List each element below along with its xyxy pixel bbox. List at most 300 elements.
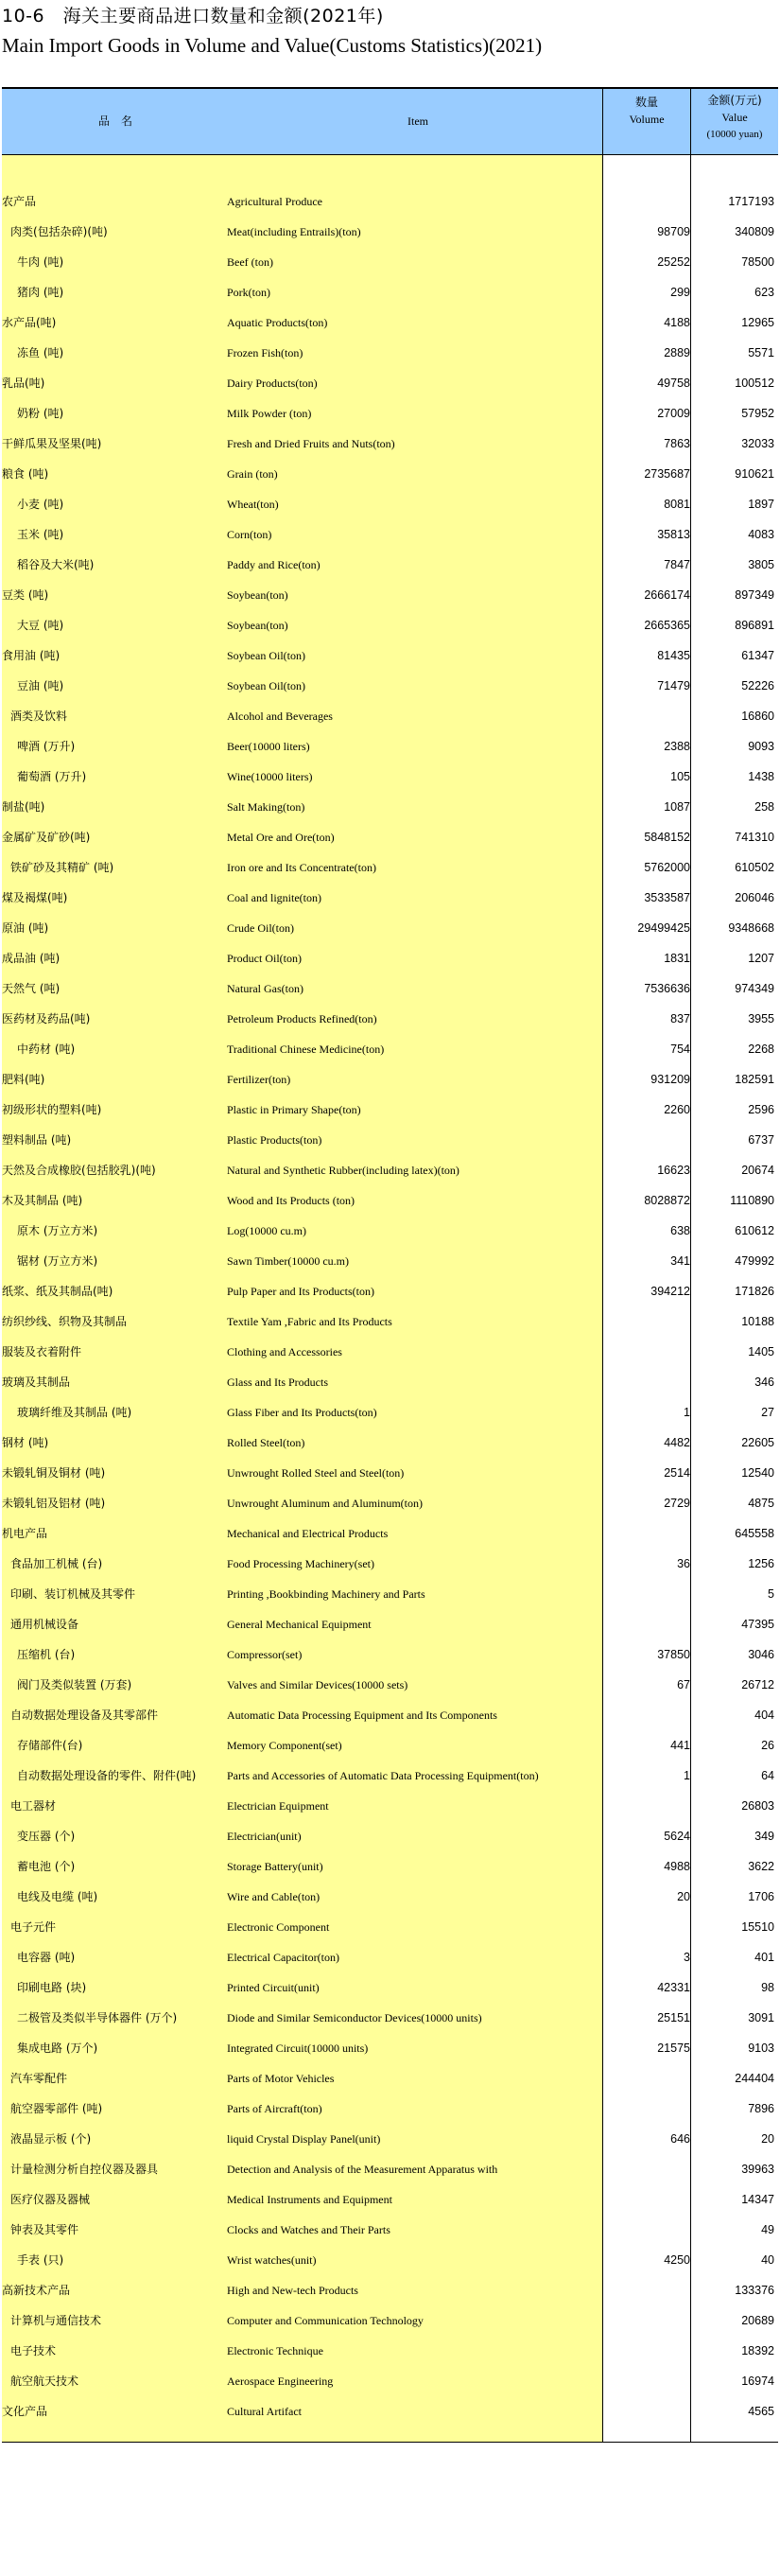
row-item-en: Automatic Data Processing Equipment and Its Components [227,1709,497,1722]
row-volume: 2729 [664,1497,690,1510]
row-value: 26 [761,1739,774,1752]
row-item-en: Beef (ton) [227,255,273,269]
row-volume: 105 [670,770,690,783]
row-name-cn: 煤及褐煤(吨) [2,891,68,904]
row-value: 244404 [735,2072,774,2085]
row-name-cn: 奶粉 (吨) [17,407,64,420]
row-value: 340809 [735,225,774,238]
table-row [2,2094,778,2124]
row-volume [603,1306,690,1337]
row-item-en: Electrician(unit) [227,1830,302,1843]
table-row [2,1609,778,1639]
row-volume: 21575 [657,2042,690,2055]
row-volume: 1087 [664,800,690,814]
table-row [2,1791,778,1821]
row-item-en: Metal Ore and Ore(ton) [227,831,335,844]
row-volume [603,1518,690,1549]
table-row [2,2215,778,2245]
table-row [2,943,778,973]
row-item-en: Wrist watches(unit) [227,2253,317,2267]
row-volume [603,1125,690,1155]
row-name-cn: 玻璃及其制品 [2,1376,71,1389]
row-name-cn: 蓄电池 (个) [17,1860,76,1873]
row-value: 20689 [741,2314,774,2327]
row-value: 6737 [748,1133,774,1147]
table-row [2,398,778,429]
row-item-en: Aerospace Engineering [227,2374,334,2388]
row-volume: 2260 [664,1103,690,1116]
row-item-en: Dairy Products(ton) [227,377,318,390]
row-volume: 646 [670,2132,690,2146]
row-value: 20674 [741,1164,774,1177]
row-name-cn: 医疗仪器及器械 [10,2193,91,2206]
row-item-en: Valves and Similar Devices(10000 sets) [227,1678,408,1691]
row-name-cn: 食用油 (吨) [2,649,61,662]
table-row [2,2124,778,2154]
row-name-cn: 制盐(吨) [2,800,45,814]
row-item-en: Parts of Motor Vehicles [227,2072,335,2085]
row-name-cn: 小麦 (吨) [17,498,64,511]
row-name-cn: 酒类及饮料 [10,710,68,723]
row-value: 52226 [741,679,774,692]
row-volume: 2388 [664,740,690,753]
table-row [2,217,778,247]
table-row [2,1700,778,1730]
row-name-cn: 印刷电路 (块) [17,1981,87,1994]
row-item-en: Mechanical and Electrical Products [227,1527,389,1540]
row-value: 896891 [735,619,774,632]
row-item-en: Soybean(ton) [227,588,288,602]
row-volume: 5762000 [644,861,690,874]
row-volume: 638 [670,1224,690,1237]
table-row [2,1276,778,1306]
row-name-cn: 肥料(吨) [2,1073,45,1086]
row-item-en: Pulp Paper and Its Products(ton) [227,1285,374,1298]
row-value: 171826 [735,1285,774,1298]
row-name-cn: 未锻轧铜及铜材 (吨) [2,1466,106,1480]
table-row [2,2366,778,2396]
row-name-cn: 中药材 (吨) [17,1043,76,1056]
row-name-cn: 机电产品 [2,1527,48,1540]
table-row [2,822,778,852]
table-row [2,1518,778,1549]
table-row [2,368,778,398]
row-value: 4565 [748,2405,774,2418]
row-volume: 36 [677,1557,690,1570]
row-item-en: Wheat(ton) [227,498,279,511]
row-value: 4083 [748,528,774,541]
row-value: 16974 [741,2374,774,2388]
row-volume: 441 [670,1739,690,1752]
table-row [2,1004,778,1034]
table-row [2,1095,778,1125]
row-item-en: Electronic Component [227,1920,330,1934]
row-item-en: Product Oil(ton) [227,952,302,965]
row-name-cn: 钟表及其零件 [10,2223,79,2236]
table-row [2,2396,778,2427]
row-value: 401 [754,1951,774,1964]
row-value: 100512 [735,377,774,390]
row-name-cn: 原油 (吨) [2,921,49,935]
row-value: 349 [754,1830,774,1843]
row-item-en: Agricultural Produce [227,195,322,208]
row-value: 26712 [741,1678,774,1691]
row-item-en: Storage Battery(unit) [227,1860,323,1873]
table-row [2,2336,778,2366]
row-item-en: Plastic in Primary Shape(ton) [227,1103,361,1116]
row-volume: 931209 [650,1073,690,1086]
row-volume [603,1912,690,1942]
row-name-cn: 电子技术 [10,2344,57,2357]
row-volume: 1 [684,1769,690,1782]
row-name-cn: 玉米 (吨) [17,528,64,541]
row-value: 974349 [735,982,774,995]
row-item-en: Frozen Fish(ton) [227,346,303,359]
row-item-en: liquid Crystal Display Panel(unit) [227,2132,381,2146]
row-name-cn: 肉类(包括杂碎)(吨) [10,225,108,238]
row-volume: 5848152 [644,831,690,844]
row-value: 2596 [748,1103,774,1116]
row-value: 78500 [741,255,774,269]
table-row [2,2275,778,2305]
row-volume [603,2396,690,2427]
row-item-en: Log(10000 cu.m) [227,1224,306,1237]
table-row [2,277,778,307]
row-name-cn: 大豆 (吨) [17,619,64,632]
table-row [2,2184,778,2215]
row-value: 18392 [741,2344,774,2357]
table-row [2,1851,778,1882]
row-item-en: Glass Fiber and Its Products(ton) [227,1406,377,1419]
row-item-en: Petroleum Products Refined(ton) [227,1012,377,1025]
table-row [2,2033,778,2063]
row-volume: 37850 [657,1648,690,1661]
row-volume: 2666174 [644,588,690,602]
table-row [2,1125,778,1155]
row-name-cn: 印刷、装订机械及其零件 [10,1587,136,1601]
row-volume: 1 [684,1406,690,1419]
row-name-cn: 航空航天技术 [10,2374,79,2388]
table-row [2,701,778,731]
row-value: 20 [761,2132,774,2146]
row-item-en: High and New-tech Products [227,2284,358,2297]
row-value: 258 [754,800,774,814]
row-volume: 8081 [664,498,690,511]
page-title-en: Main Import Goods in Volume and Value(Customs Statistics)(2021) [2,34,543,57]
row-volume: 5624 [664,1830,690,1843]
row-value: 206046 [735,891,774,904]
row-item-en: Paddy and Rice(ton) [227,558,321,571]
row-value: 910621 [735,467,774,481]
row-name-cn: 服装及衣着附件 [2,1345,82,1358]
row-name-cn: 农产品 [2,195,37,208]
header-value-en: Value [721,111,748,124]
row-value: 9103 [748,2042,774,2055]
row-value: 9093 [748,740,774,753]
row-item-en: Diode and Similar Semiconductor Devices(10000 units) [227,2011,482,2024]
row-value: 39963 [741,2163,774,2176]
row-name-cn: 成品油 (吨) [2,952,61,965]
header-value-cn: 金额(万元) [707,94,762,107]
row-item-en: Grain (ton) [227,467,278,481]
row-name-cn: 干鲜瓜果及坚果(吨) [2,437,102,450]
table-row [2,429,778,459]
row-item-en: Compressor(set) [227,1648,303,1661]
table-row [2,1428,778,1458]
row-name-cn: 葡萄酒 (万升) [17,770,87,783]
row-volume [603,1791,690,1821]
row-value: 610612 [735,1224,774,1237]
table-row [2,338,778,368]
row-volume [603,1367,690,1397]
row-name-cn: 存储部件(台) [17,1739,83,1752]
row-name-cn: 锯材 (万立方米) [17,1254,98,1268]
row-value: 1717193 [728,195,774,208]
row-value: 1438 [748,770,774,783]
table-row [2,852,778,883]
row-volume: 8028872 [644,1194,690,1207]
table-row [2,550,778,580]
row-value: 2268 [748,1043,774,1056]
row-name-cn: 阀门及类似装置 (万套) [17,1678,132,1691]
row-value: 3046 [748,1648,774,1661]
row-name-cn: 铁矿砂及其精矿 (吨) [10,861,114,874]
table-row [2,2305,778,2336]
row-value: 3955 [748,1012,774,1025]
table-row [2,762,778,792]
row-volume: 4188 [664,316,690,329]
row-value: 3622 [748,1860,774,1873]
row-volume: 2514 [664,1466,690,1480]
row-name-cn: 木及其制品 (吨) [2,1194,83,1207]
row-name-cn: 高新技术产品 [2,2284,71,2297]
row-volume: 837 [670,1012,690,1025]
row-volume [603,2094,690,2124]
row-item-en: Soybean Oil(ton) [227,649,305,662]
row-name-cn: 电线及电缆 (吨) [17,1890,98,1903]
row-value: 4875 [748,1497,774,1510]
table-row [2,1972,778,2003]
import-goods-table [2,87,778,2443]
row-name-cn: 变压器 (个) [17,1830,76,1843]
row-name-cn: 水产品(吨) [2,316,57,329]
row-value: 12965 [741,316,774,329]
row-volume: 4988 [664,1860,690,1873]
row-item-en: Parts of Aircraft(ton) [227,2102,322,2115]
row-volume [603,701,690,731]
row-name-cn: 电工器材 [10,1799,57,1813]
row-name-cn: 塑料制品 (吨) [2,1133,72,1147]
row-item-en: Wire and Cable(ton) [227,1890,321,1903]
row-name-cn: 未锻轧铝及铝材 (吨) [2,1497,106,1510]
table-row [2,247,778,277]
row-name-cn: 自动数据处理设备的零件、附件(吨) [17,1769,197,1782]
row-item-en: Pork(ton) [227,286,270,299]
table-row [2,1549,778,1579]
table-row [2,1670,778,1700]
row-volume: 16623 [657,1164,690,1177]
row-item-en: Coal and lignite(ton) [227,891,321,904]
table-header-rule [2,154,778,155]
row-volume: 2889 [664,346,690,359]
table-row [2,459,778,489]
row-name-cn: 豆油 (吨) [17,679,64,692]
row-item-en: Natural Gas(ton) [227,982,303,995]
row-name-cn: 稻谷及大米(吨) [17,558,95,571]
row-item-en: Wood and Its Products (ton) [227,1194,355,1207]
row-value: 14347 [741,2193,774,2206]
row-value: 133376 [735,2284,774,2297]
row-value: 1405 [748,1345,774,1358]
row-value: 7896 [748,2102,774,2115]
row-value: 15510 [741,1920,774,1934]
row-volume: 7847 [664,558,690,571]
row-item-en: Crude Oil(ton) [227,921,294,935]
row-name-cn: 初级形状的塑料(吨) [2,1103,102,1116]
row-name-cn: 啤酒 (万升) [17,740,76,753]
row-item-en: Food Processing Machinery(set) [227,1557,374,1570]
row-name-cn: 粮食 (吨) [2,467,49,481]
row-name-cn: 猪肉 (吨) [17,286,64,299]
row-value: 57952 [741,407,774,420]
row-value: 346 [754,1376,774,1389]
row-item-en: Integrated Circuit(10000 units) [227,2042,369,2055]
row-item-en: Wine(10000 liters) [227,770,313,783]
row-value: 3805 [748,558,774,571]
row-item-en: Memory Component(set) [227,1739,342,1752]
row-item-en: Fresh and Dried Fruits and Nuts(ton) [227,437,395,450]
table-row [2,640,778,671]
header-volume-cn: 数量 [634,96,658,109]
row-value: 1207 [748,952,774,965]
row-volume [603,2063,690,2094]
row-name-cn: 航空器零部件 (吨) [10,2102,103,2115]
row-value: 32033 [741,437,774,450]
row-value: 1897 [748,498,774,511]
row-volume [603,2154,690,2184]
row-volume: 98709 [657,225,690,238]
row-name-cn: 文化产品 [2,2405,48,2418]
table-row [2,913,778,943]
row-item-en: Textile Yam ,Fabric and Its Products [227,1315,392,1328]
row-volume: 1831 [664,952,690,965]
row-value: 10188 [741,1315,774,1328]
row-name-cn: 食品加工机械 (台) [10,1557,103,1570]
table-row [2,1458,778,1488]
row-item-en: Printing ,Bookbinding Machinery and Parts [227,1587,425,1601]
row-value: 645558 [735,1527,774,1540]
row-value: 3091 [748,2011,774,2024]
row-value: 61347 [741,649,774,662]
row-volume: 3533587 [644,891,690,904]
row-item-en: Cultural Artifact [227,2405,302,2418]
row-volume: 27009 [657,407,690,420]
row-volume: 42331 [657,1981,690,1994]
table-row [2,1246,778,1276]
row-value: 49 [761,2223,774,2236]
row-item-en: Fertilizer(ton) [227,1073,291,1086]
table-row [2,1064,778,1095]
table-row [2,1397,778,1428]
table-row [2,792,778,822]
row-name-cn: 医药材及药品(吨) [2,1012,91,1025]
row-volume [603,186,690,217]
page-title-cn: 10-6 海关主要商品进口数量和金额(2021年) [2,6,384,26]
row-volume [603,1337,690,1367]
table-row [2,1579,778,1609]
table-row [2,307,778,338]
row-item-en: Rolled Steel(ton) [227,1436,305,1449]
table-row [2,731,778,762]
row-volume: 81435 [657,649,690,662]
row-item-en: Iron ore and Its Concentrate(ton) [227,861,376,874]
row-item-en: Plastic Products(ton) [227,1133,322,1147]
row-value: 9348668 [728,921,774,935]
row-value: 64 [761,1769,774,1782]
row-volume [603,1609,690,1639]
row-volume: 341 [670,1254,690,1268]
row-item-en: Medical Instruments and Equipment [227,2193,392,2206]
row-name-cn: 玻璃纤维及其制品 (吨) [17,1406,132,1419]
row-item-en: Sawn Timber(10000 cu.m) [227,1254,349,1268]
row-name-cn: 纸浆、纸及其制品(吨) [2,1285,113,1298]
row-volume: 25151 [657,2011,690,2024]
table-row [2,973,778,1004]
header-value-unit: (10000 yuan) [706,129,763,140]
table-row [2,1155,778,1185]
row-name-cn: 压缩机 (台) [17,1648,76,1661]
table-row [2,671,778,701]
table-row [2,1912,778,1942]
row-volume: 29499425 [637,921,690,935]
row-volume: 20 [677,1890,690,1903]
row-name-cn: 电子元件 [10,1920,57,1934]
row-volume [603,2305,690,2336]
row-item-en: Traditional Chinese Medicine(ton) [227,1043,385,1056]
table-top-rule [2,87,778,89]
row-value: 26803 [741,1799,774,1813]
row-value: 98 [761,1981,774,1994]
header-item-en: Item [407,114,428,128]
table-row [2,2245,778,2275]
row-item-en: Electrician Equipment [227,1799,329,1813]
table-row [2,1639,778,1670]
table-row [2,186,778,217]
row-volume: 49758 [657,377,690,390]
table-row [2,1216,778,1246]
row-name-cn: 自动数据处理设备及其零部件 [10,1709,159,1722]
row-volume: 754 [670,1043,690,1056]
table-row [2,1942,778,1972]
row-name-cn: 天然及合成橡胶(包括胶乳)(吨) [2,1164,156,1177]
row-value: 610502 [735,861,774,874]
row-value: 404 [754,1709,774,1722]
row-item-en: Soybean Oil(ton) [227,679,305,692]
table-row [2,1882,778,1912]
table-row [2,580,778,610]
row-value: 897349 [735,588,774,602]
row-name-cn: 二极管及类似半导体器件 (万个) [17,2011,178,2024]
row-value: 741310 [735,831,774,844]
table-row [2,1730,778,1761]
row-name-cn: 原木 (万立方米) [17,1224,98,1237]
row-name-cn: 电容器 (吨) [17,1951,76,1964]
row-volume: 394212 [650,1285,690,1298]
table-row [2,2063,778,2094]
row-item-en: Natural and Synthetic Rubber(including latex)(ton) [227,1164,459,1177]
row-item-en: Beer(10000 liters) [227,740,310,753]
table-row [2,489,778,519]
